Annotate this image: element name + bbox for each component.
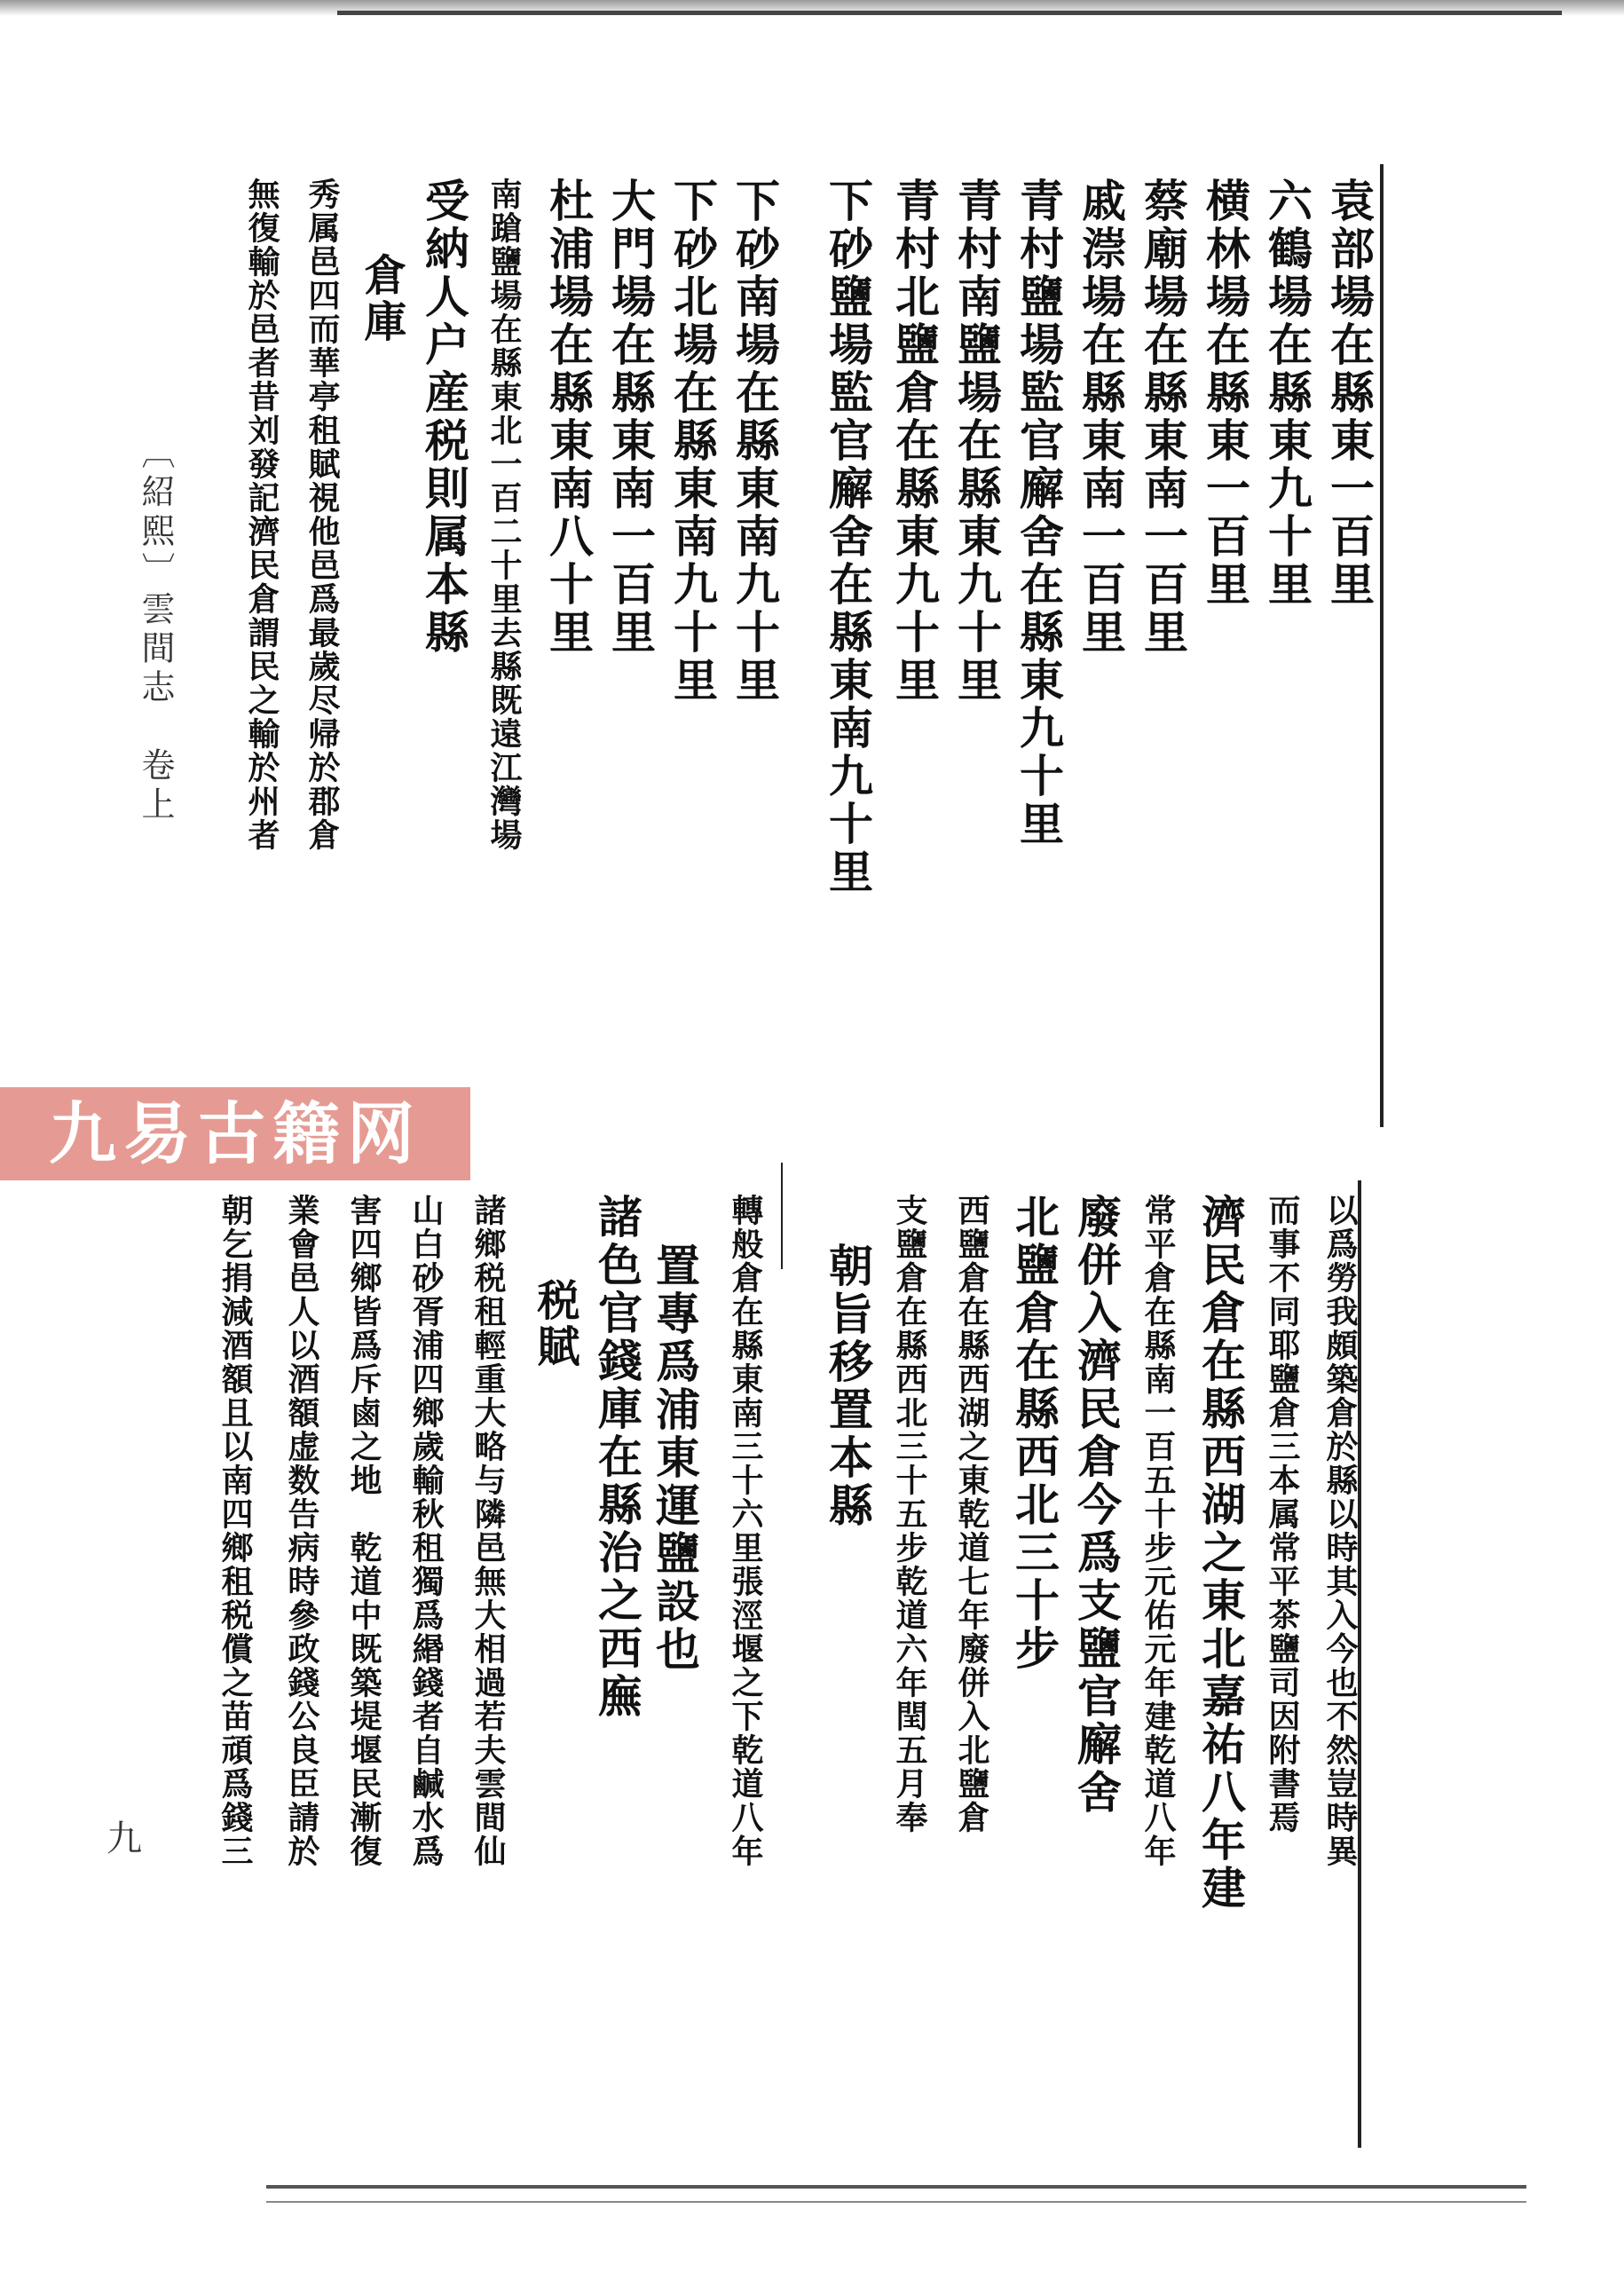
- lower-col-10: 轉般倉在縣東南三十六里張涇堰之下乾道八年: [727, 1194, 764, 1868]
- upper-right-border: [1380, 164, 1384, 1127]
- upper-col-6: 青村鹽場監官廨舍在縣東九十里: [1013, 178, 1065, 848]
- upper-col-3: 横林場在縣東一百里: [1199, 178, 1251, 609]
- top-border-rule: [337, 11, 1562, 15]
- page-number: 九: [106, 1818, 142, 1859]
- lower-col-7: 西鹽倉在縣西湖之東乾道七年廢併入北鹽倉: [953, 1194, 990, 1834]
- upper-col-1: 袁部場在縣東一百里: [1323, 178, 1376, 609]
- upper-col-13: 杜浦場在縣東南八十里: [542, 178, 595, 657]
- lower-col-2: 而事不同耶鹽倉三本属常平茶鹽司因附書焉: [1264, 1194, 1301, 1834]
- upper-col-9: 下砂鹽場監官廨舍在縣東南九十里: [822, 178, 874, 896]
- book-title-margin: 〔紹熙〕雲間志 卷上: [136, 435, 175, 825]
- lower-col-5: 廢併入濟民倉今爲支鹽官廨舍: [1070, 1194, 1123, 1817]
- lower-col-12: 諸色官錢庫在縣治之西廡: [591, 1194, 643, 1721]
- section-heading-granaries: 倉庫: [357, 253, 406, 345]
- section-heading-taxes: 税賦: [530, 1278, 579, 1370]
- center-divider: [781, 1163, 783, 1269]
- lower-col-3: 濟民倉在縣西湖之東北嘉祐八年建: [1194, 1194, 1247, 1913]
- bottom-border-rule-thin: [266, 2201, 1526, 2203]
- upper-col-14: 南蹌鹽場在縣東北一百二十里去縣既遠江灣場: [485, 178, 523, 852]
- lower-col-4: 常平倉在縣南一百五十步元佑元年建乾道八年: [1139, 1194, 1177, 1868]
- upper-col-7: 青村南鹽場在縣東九十里: [950, 178, 1003, 705]
- upper-col-10: 下砂南場在縣東南九十里: [729, 178, 781, 705]
- lower-col-9: 朝旨移置本縣: [822, 1242, 874, 1530]
- lower-col-14: 諸鄉税租輕重大略与隣邑無大相過若夫雲間仙: [469, 1194, 507, 1868]
- upper-col-18: 無復輸於邑者昔刘發記濟民倉謂民之輸於州者: [243, 178, 280, 852]
- upper-col-5: 戚漴場在縣東南一百里: [1075, 178, 1127, 657]
- lower-col-17: 業會邑人以酒額虚数告病時參政錢公良臣請於: [283, 1194, 320, 1868]
- lower-col-8: 支鹽倉在縣西北三十五步乾道六年閏五月奉: [891, 1194, 928, 1834]
- upper-col-17: 秀属邑四而華亭租賦視他邑爲最歲尽帰於郡倉: [304, 178, 341, 852]
- upper-col-11: 下砂北場在縣東南九十里: [666, 178, 719, 705]
- lower-col-15: 山白砂胥浦四鄉歲輸秋租獨爲緡錢者自鹹水爲: [407, 1194, 445, 1868]
- upper-col-12: 大門場在縣東南一百里: [604, 178, 657, 657]
- lower-col-6: 北鹽倉在縣西北三十步: [1008, 1194, 1060, 1673]
- upper-col-15: 受納人户産税則属本縣: [418, 178, 470, 657]
- lower-col-1: 以爲勞我頗築倉於縣以時其入今也不然豈時異: [1321, 1194, 1359, 1868]
- watermark-logo: 九易古籍网: [0, 1087, 470, 1180]
- bottom-border-rule: [266, 2185, 1526, 2189]
- lower-col-16: 害四鄉皆爲斥鹵之地 乾道中既築堤堰民漸復: [345, 1194, 382, 1868]
- lower-col-18: 朝乞捐減酒額且以南四鄉租税償之苗頑爲錢三: [217, 1194, 254, 1868]
- upper-col-4: 蔡廟場在縣東南一百里: [1137, 178, 1189, 657]
- upper-col-2: 六鶴場在縣東九十里: [1261, 178, 1313, 609]
- lower-col-11: 置專爲浦東運鹽設也: [649, 1242, 701, 1674]
- upper-col-8: 青村北鹽倉在縣東九十里: [888, 178, 941, 705]
